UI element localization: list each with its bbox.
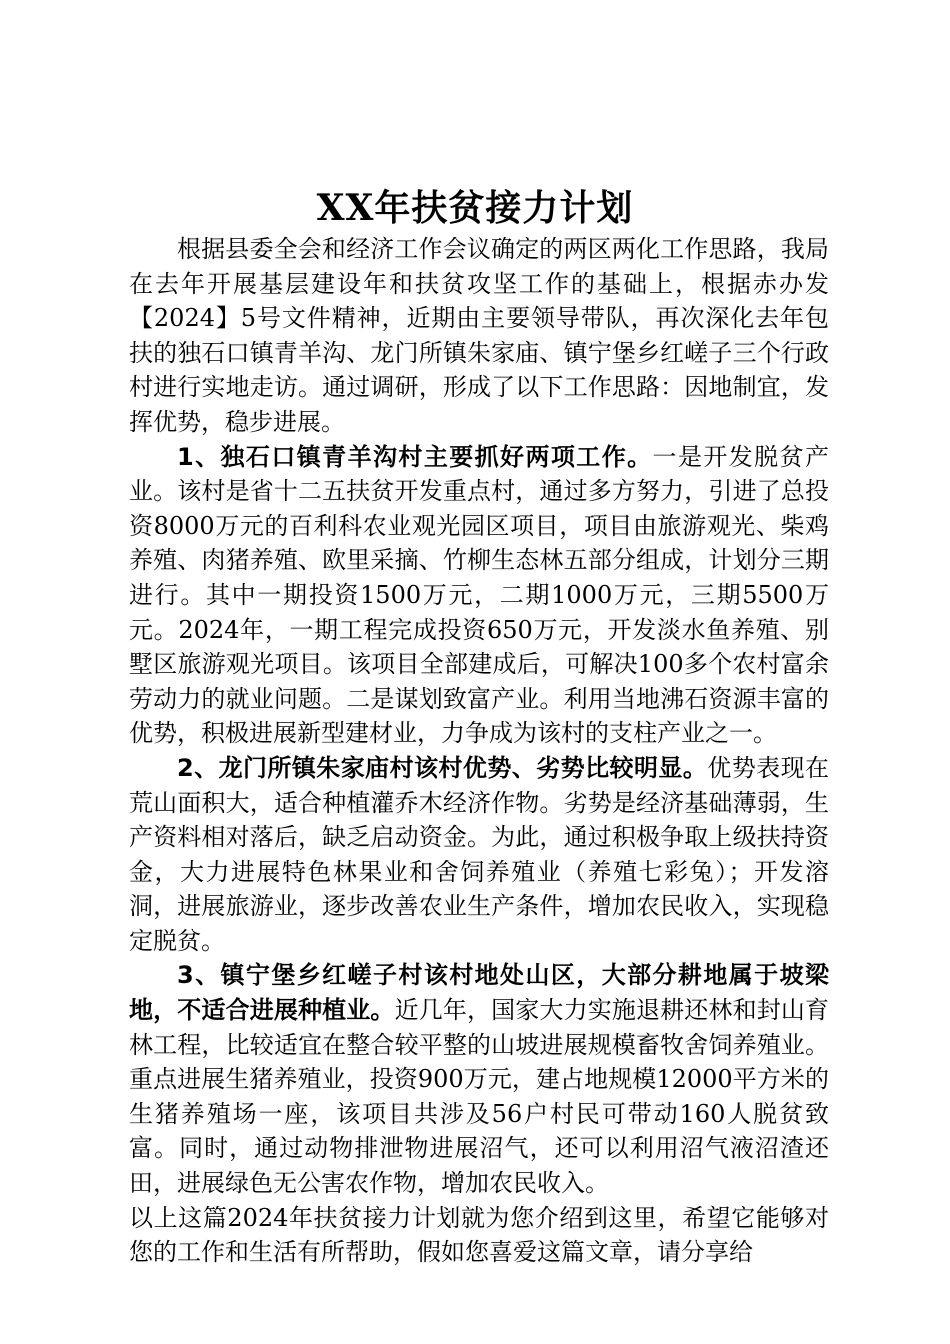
paragraph-closing (129, 1201, 829, 1270)
paragraph-item-3-text: 近几年，国家大力实施退耕还林和封山育林工程，比较适宜在整合较平整的山坡进展规模畜牧舍饲养殖业。重点进展生猪养殖业，投资900万元，建占地规模12000平方米的生猪养殖场一座，该项目共涉及56户村民可带动160人脱贫致富。同时，通过动物排泄物进展沼气，还可以利用沼气液沼渣还田，进展绿色无公害农作物，增加农民收入。 (129, 996, 830, 1198)
paragraph-item-2-lead: 2、龙门所镇朱家庙村该村优势、劣势比较明显。 (177, 753, 708, 782)
paragraph-item-1-lead: 1、独石口镇青羊沟村主要抓好两项工作。 (177, 442, 653, 471)
paragraph-item-3 (129, 958, 829, 1200)
paragraph-intro (129, 232, 829, 440)
paragraph-item-2 (129, 751, 829, 959)
paragraph-intro-text: 根据县委全会和经济工作会议确定的两区两化工作思路，我局在去年开展基层建设年和扶贫攻坚工作的基础上，根据赤办发【2024】5号文件精神，近期由主要领导带队，再次深化去年包扶的独石口镇青羊沟、龙门所镇朱家庙、镇宁堡乡红嵯子三个行政村进行实地走访。通过调研，形成了以下工作思路：因地制宜，发挥优势，稳步进展。 (129, 235, 829, 436)
paragraph-item-2-text: 优势表现在荒山面积大，适合种植灌乔木经济作物。劣势是经济基础薄弱，生产资料相对落后，缺乏启动资金。为此，通过积极争取上级扶持资金，大力进展特色林果业和舍饲养殖业（养殖七彩兔）；开发溶洞，进展旅游业，逐步改善农业生产条件，增加农民收入，实现稳定脱贫。 (129, 753, 830, 955)
paragraph-item-1-text: 一是开发脱贫产业。该村是省十二五扶贫开发重点村，通过多方努力，引进了总投资8000万元的百利科农业观光园区项目，项目由旅游观光、柴鸡养殖、肉猪养殖、欧里采摘、竹柳生态林五部分组成，计划分三期进行。其中一期投资1500万元，二期1000万元，三期5500万元。2024年，一期工程完成投资650万元，开发淡水鱼养殖、别墅区旅游观光项目。该项目全部建成后，可解决100多个农村富余劳动力的就业问题。二是谋划致富产业。利用当地沸石资源丰富的优势，积极进展新型建材业，力争成为该村的支柱产业之一。 (129, 442, 830, 748)
document-title: XX年扶贫接力计划 (316, 187, 634, 229)
paragraph-item-1 (129, 440, 829, 751)
paragraph-closing-text: 以上这篇2024年扶贫接力计划就为您介绍到这里，希望它能够对您的工作和生活有所帮助，假如您喜爱这篇文章，请分享给 (129, 1203, 829, 1267)
document-body (129, 232, 829, 1270)
paragraph-item-3-lead: 3、镇宁堡乡红嵯子村该村地处山区，大部分耕地属于坡梁地，不适合进展种植业。 (129, 961, 829, 1025)
